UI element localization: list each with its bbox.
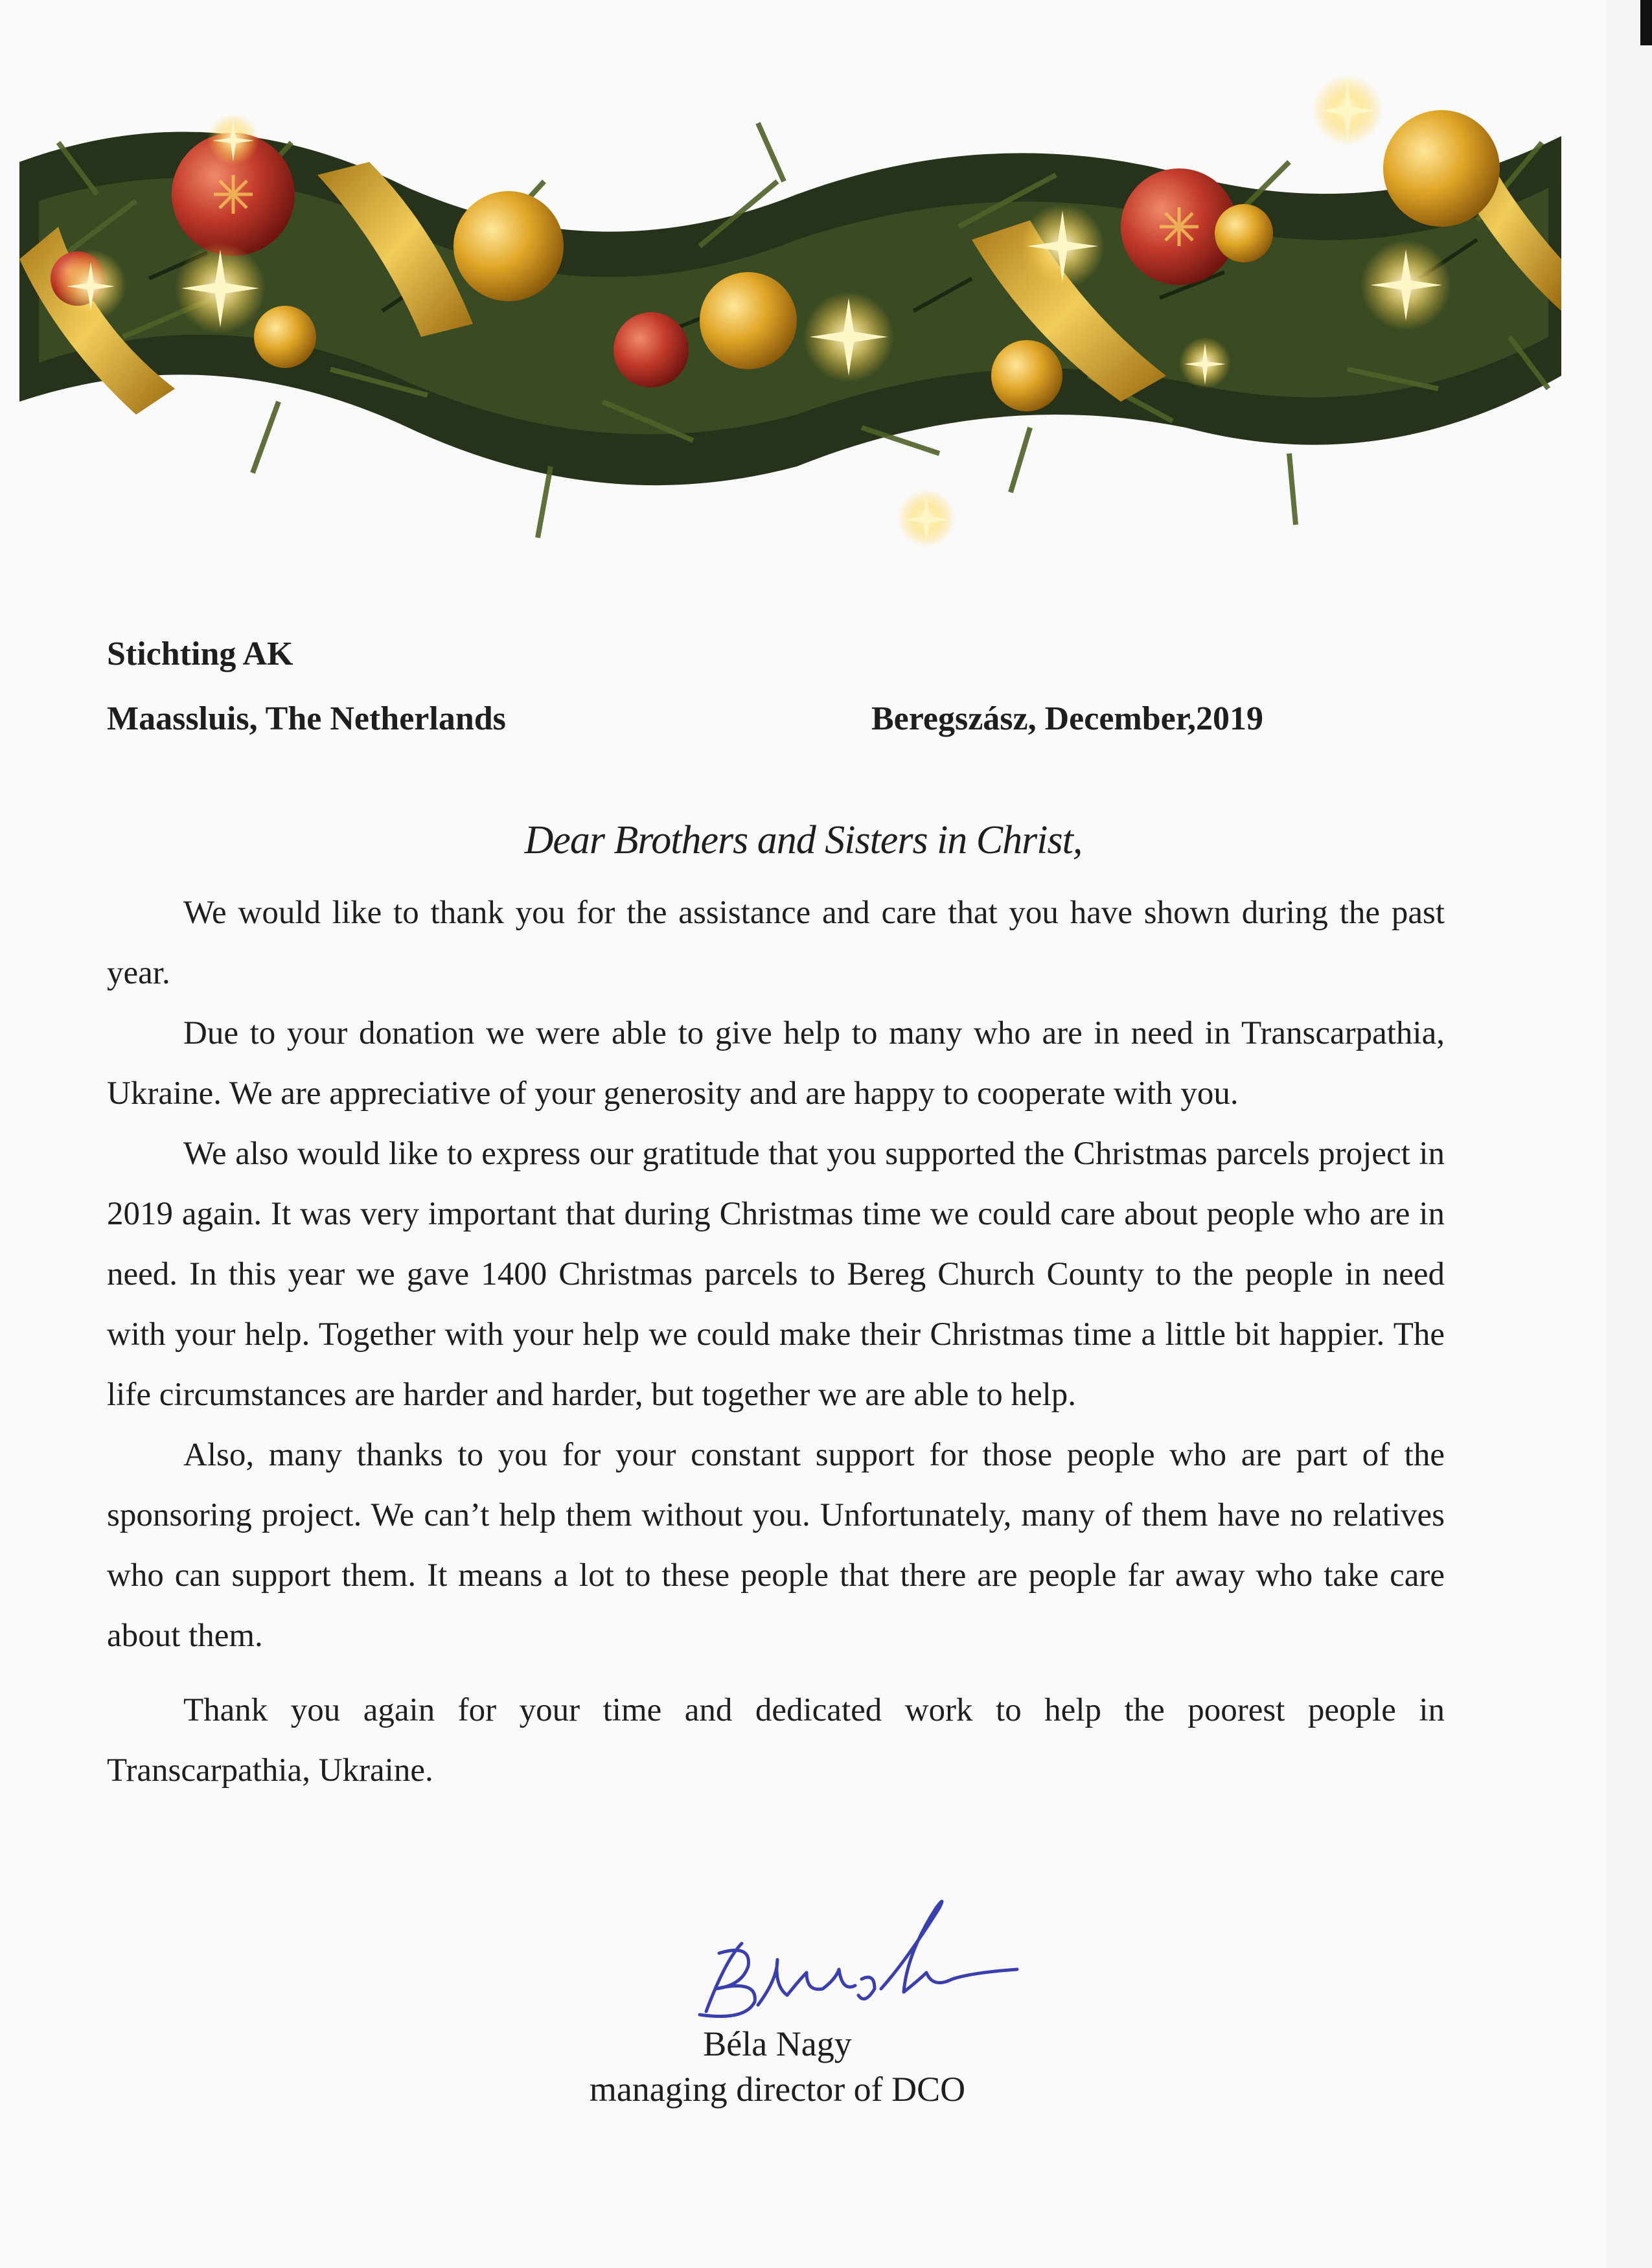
handwritten-signature xyxy=(680,1882,1043,2044)
paragraph: Thank you again for your time and dedicated work to help the poorest people in Transcarpathia, Ukraine. xyxy=(107,1692,1445,1789)
signer-name: Béla Nagy xyxy=(703,2024,852,2063)
recipient-address xyxy=(107,622,506,751)
paragraph: We would like to thank you for the assistance and care that you have shown during the past year. xyxy=(107,895,1445,991)
christmas-garland-image xyxy=(19,65,1561,570)
scan-edge xyxy=(1640,0,1652,45)
signer-block xyxy=(0,2021,1555,2112)
paragraph: Due to your donation we were able to give help to many who are in need in Transcarpathia, Ukraine. We are appreciative of your generosity and are happy to cooperate with you. xyxy=(107,1015,1445,1112)
signer-title: managing director of DCO xyxy=(589,2070,966,2109)
recipient-location: Maassluis, The Netherlands xyxy=(107,700,506,737)
salutation: Dear Brothers and Sisters in Christ, xyxy=(524,818,1083,862)
paragraph: We also would like to express our gratitude that you supported the Christmas parcels project in 2019 again. It was very important that during Christmas time we could care about people who are in need. In this year we gave 1400 Christmas parcels to Bereg Church County to the people in need with your help. Together with your help we could make their Christmas time a little bit happier. The life circumstances are harder and harder, but together we are able to help. xyxy=(107,1136,1445,1413)
recipient-name: Stichting AK xyxy=(107,636,293,672)
letter-body xyxy=(107,883,1445,1801)
place-date: Beregszász, December,2019 xyxy=(871,700,1264,737)
paragraph: Also, many thanks to you for your constant support for those people who are part of the sponsoring project. We can’t help them without you. Unfortunately, many of them have no relatives who can support them. It means a lot to these people that there are people far away who take care about them. xyxy=(107,1437,1445,1654)
